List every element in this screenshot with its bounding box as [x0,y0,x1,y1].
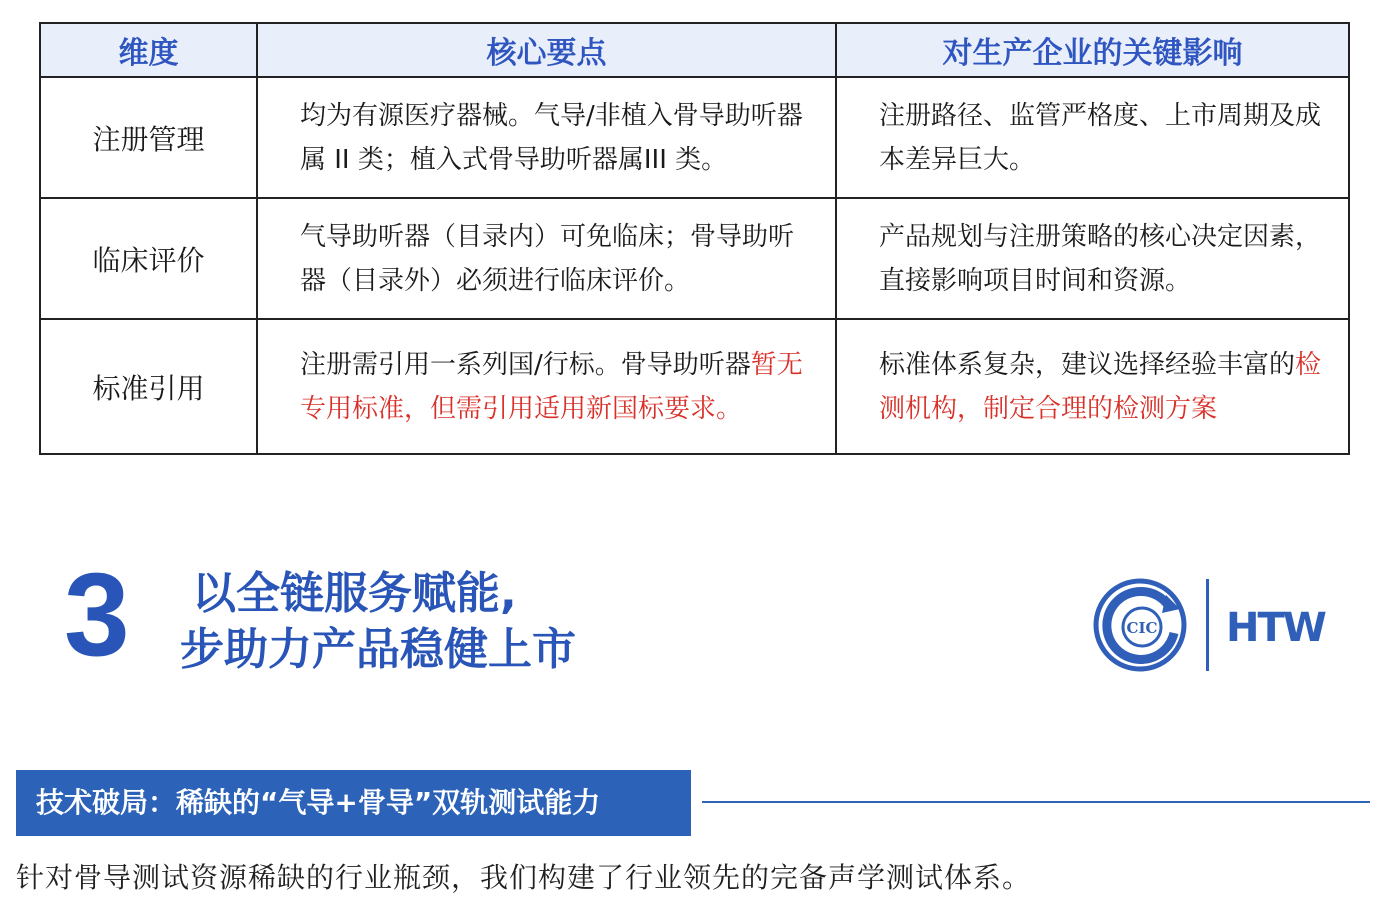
header-dimension: 维度 [40,23,257,77]
cic-logo-text: CIC [1126,619,1158,637]
row-dimension: 注册管理 [40,77,257,198]
section-banner: 技术破局：稀缺的“气导+骨导”双轨测试能力 [16,770,691,836]
section-number: 3 [64,549,130,681]
regulation-table [39,22,1350,455]
table-header-row [40,23,1349,77]
row-impact [836,319,1349,454]
row-points: 均为有源医疗器械。气导/非植入骨导助听器属 II 类；植入式骨导助听器属III 类。 [257,77,836,198]
points-highlight: 暂无专用标准，但需引用适用新国标要求。 [300,349,803,424]
header-impact: 对生产企业的关键影响 [836,23,1349,77]
row-points: 气导助听器（目录内）可免临床；骨导助听器（目录外）必须进行临床评价。 [257,198,836,319]
points-text: 注册需引用一系列国/行标。骨导助听器 [300,349,751,380]
section-title-line1: 以全链服务赋能, [192,568,517,619]
section-title-line2: 步助力产品稳健上市 [180,624,576,675]
impact-text: 标准体系复杂，建议选择经验丰富的 [879,349,1296,380]
row-dimension: 临床评价 [40,198,257,319]
impact-highlight: 检测机构，制定合理的检测方案 [879,349,1322,424]
banner-divider [702,801,1370,803]
logo-divider [1206,579,1209,671]
table-row [40,77,1349,198]
body-paragraph: 针对骨导测试资源稀缺的行业瓶颈，我们构建了行业领先的完备声学测试体系。 [16,861,1032,894]
table-row [40,198,1349,319]
row-dimension: 标准引用 [40,319,257,454]
htw-logo-text: HTW [1226,605,1325,651]
table-row [40,319,1349,454]
row-points [257,319,836,454]
row-impact: 注册路径、监管严格度、上市周期及成本差异巨大。 [836,77,1349,198]
cic-htw-logo [1090,575,1340,675]
row-impact: 产品规划与注册策略的核心决定因素，直接影响项目时间和资源。 [836,198,1349,319]
header-key-points: 核心要点 [257,23,836,77]
section-title [180,566,576,678]
